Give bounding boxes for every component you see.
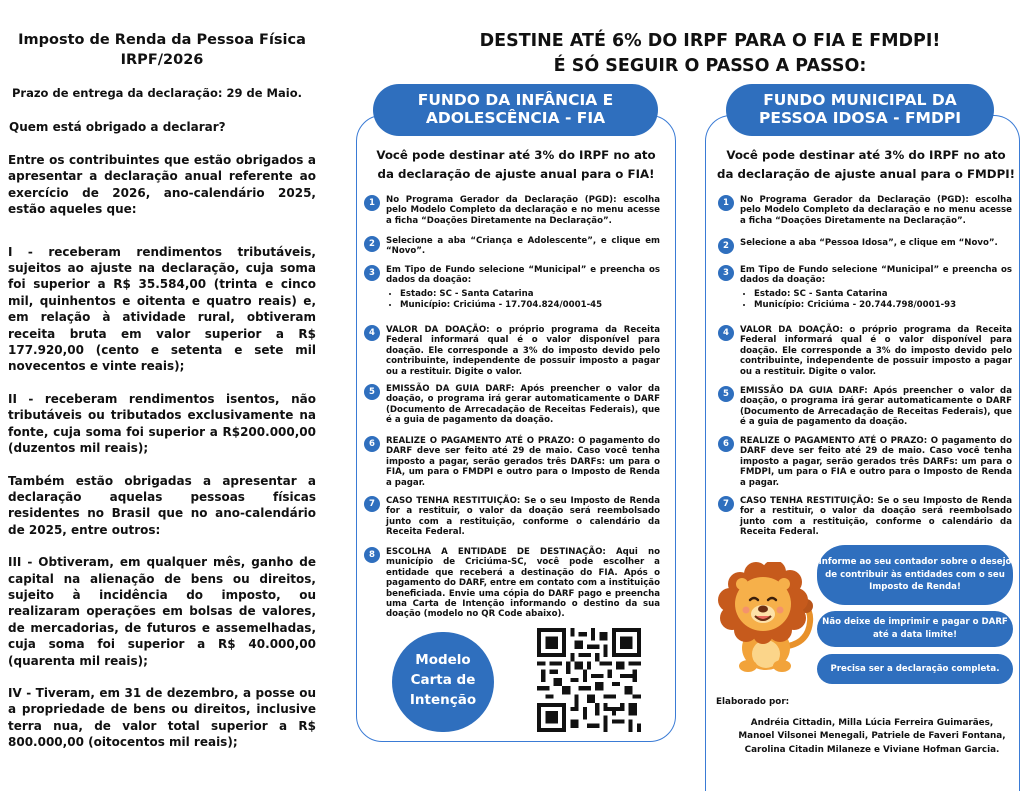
step-bullet: • Estado: SC - Santa Catarina [400, 289, 660, 299]
credits-line: Carolina Citadin Milaneze e Viviane Hofman Garcia. [744, 744, 1000, 755]
step-number-badge: 5 [718, 386, 734, 402]
fia-step [369, 325, 660, 377]
criteria-2: II - receberam rendimentos isentos, não tributáveis ou tributados exclusivamente na fonte, cuja soma foi superior a R$200.000,00 (duzentos mil reais); [8, 391, 316, 456]
headline-line-1: DESTINE ATÉ 6% DO IRPF PARA O FIA E FMDPI! [479, 31, 941, 51]
fmdpi-step [723, 436, 1012, 488]
step-number-badge: 6 [718, 436, 734, 452]
criteria-3: III - Obtiveram, em qualquer mês, ganho de capital na alienação de bens ou direitos, sujeito à incidência do imposto, ou realizaram operações em bolsas de valores, de mercadorias, de futuros e assemelhadas, cuja soma foi superior a R$ 40.000,00 (quarenta mil reais); [8, 555, 316, 668]
step-bullet: • Estado: SC - Santa Catarina [754, 289, 1012, 299]
fmdpi-title-pill [726, 84, 994, 136]
who-heading: Quem está obrigado a declarar? [9, 120, 226, 134]
step-text: REALIZE O PAGAMENTO ATÉ O PRAZO: O pagamento do DARF deve ser feito até 29 de maio. Caso você tenha imposto a pagar, serão gerados três DARFs: um para o FIA, um para o FMDPI e outro para o Imposto de Renda a pagar. [386, 436, 660, 488]
fia-title-pill [373, 84, 658, 136]
step-number-badge: 3 [718, 265, 734, 281]
fia-step [369, 195, 660, 226]
fmdpi-step [723, 238, 1012, 251]
step-text: CASO TENHA RESTITUIÇÃO: Se o seu Imposto de Renda for a restituir, o valor da doação será reembolsado junto com a restituição, conforme o calendário da Receita Federal. [740, 496, 1012, 538]
info-bubble-contador: Informe ao seu contador sobre o desejo de contribuir às entidades com o seu Imposto de Renda! [817, 545, 1013, 605]
step-text: VALOR DA DOAÇÃO: o próprio programa da Receita Federal informará qual é o valor disponível para doação. Ele corresponde a 3% do imposto devido pelo contribuinte, independente de possuir imposto a pagar ou a restituir. Digite o valor. [740, 325, 1012, 377]
criteria-1: I - receberam rendimentos tributáveis, sujeitos ao ajuste na declaração, cuja soma foi superior a R$ 35.584,00 (trinta e cinco mil, quinhentos e oitenta e quatro reais) e, em relação à atividade rural, obtiveram receita bruta em valor superior a R$ 177.920,00 (cento e setenta e sete mil novecentos e vinte reais); [8, 244, 316, 374]
fia-sub-line-2: da declaração de ajuste anual para o FIA! [377, 167, 655, 181]
step-number-badge: 6 [364, 436, 380, 452]
info-bubble-darf: Não deixe de imprimir e pagar o DARF até a data limite! [817, 611, 1013, 647]
fmdpi-title-line-1: FUNDO MUNICIPAL DA [763, 91, 957, 109]
also-paragraph: Também estão obrigadas a apresentar a declaração aquelas pessoas físicas residentes no Brasil que no ano-calendário de 2025, entre outros: [8, 473, 316, 537]
credits-label: Elaborado por: [716, 697, 790, 707]
step-bullet: • Município: Criciúma - 20.744.798/0001-93 [754, 300, 1012, 310]
criteria-4: IV - Tiveram, em 31 de dezembro, a posse ou a propriedade de bens ou direitos, inclusive terra nua, de valor total superior a R$ 800.000,00 (oitocentos mil reais); [8, 685, 316, 750]
fmdpi-step [723, 386, 1012, 428]
lion-mascot-icon [710, 562, 816, 674]
intro-paragraph: Entre os contribuintes que estão obrigados a apresentar a declaração anual referente ao exercício de 2026, ano-calendário 2025, estão aqueles que: [8, 153, 316, 217]
headline-line-2: É SÓ SEGUIR O PASSO A PASSO: [553, 56, 867, 76]
fmdpi-subtitle [716, 146, 1016, 184]
fia-title-line-2: ADOLESCÊNCIA - FIA [425, 109, 606, 127]
step-text: Selecione a aba “Criança e Adolescente”, e clique em “Novo”. [386, 236, 660, 257]
step-text: Selecione a aba “Pessoa Idosa”, e clique em “Novo”. [740, 238, 998, 248]
step-text: EMISSÃO DA GUIA DARF: Após preencher o valor da doação, o programa irá gerar automaticamente o DARF (Documento de Arrecadação de Receitas Federais), que é a guia de pagamento da doação. [386, 384, 660, 426]
fmdpi-step [723, 325, 1012, 377]
fia-subtitle [366, 146, 666, 184]
fia-step [369, 436, 660, 488]
step-bullet: • Município: Criciúma - 17.704.824/0001-45 [400, 300, 660, 310]
fia-step [369, 496, 660, 538]
step-number-badge: 4 [364, 325, 380, 341]
fia-sub-line-1: Você pode destinar até 3% do IRPF no ato [376, 148, 656, 162]
credits [716, 697, 1016, 757]
step-text: REALIZE O PAGAMENTO ATÉ O PRAZO: O pagamento do DARF deve ser feito até 29 de maio. Caso você tenha imposto a pagar, serão gerados três DARFs: um para o FMDPI, um para o FIA e outro para o Imposto de Renda a pagar. [740, 436, 1012, 488]
info-bubble-completa: Precisa ser a declaração completa. [817, 654, 1013, 684]
step-number-badge: 7 [364, 496, 380, 512]
fia-step [369, 547, 660, 620]
qr-code-icon[interactable] [537, 628, 641, 732]
step-text: VALOR DA DOAÇÃO: o próprio programa da Receita Federal informará qual é o valor disponível para doação. Ele corresponde a 3% do imposto devido pelo contribuinte, independente de possuir imposto a pagar ou a restituir. Digite o valor. [386, 325, 660, 377]
step-number-badge: 8 [364, 547, 380, 563]
title-line-1: Imposto de Renda da Pessoa Física [18, 32, 306, 48]
step-number-badge: 1 [364, 195, 380, 211]
fmdpi-title-line-2: PESSOA IDOSA - FMDPI [759, 109, 961, 127]
step-text: EMISSÃO DA GUIA DARF: Após preencher o valor da doação, o programa irá gerar automaticamente o DARF (Documento de Arrecadação de Receitas Federais), que é a guia de pagamento da doação. [740, 386, 1012, 428]
fia-step [369, 265, 660, 312]
page-title [8, 30, 316, 70]
modelo-line-1: Modelo [415, 652, 471, 668]
step-text: CASO TENHA RESTITUIÇÃO: Se o seu Imposto de Renda for a restituir, o valor da doação será reembolsado junto com a restituição, conforme o calendário da Receita Federal. [386, 496, 660, 538]
modelo-line-2: Carta de [410, 672, 476, 688]
fmdpi-step [723, 496, 1012, 538]
step-number-badge: 7 [718, 496, 734, 512]
step-number-badge: 5 [364, 384, 380, 400]
deadline-text: Prazo de entrega da declaração: 29 de Maio. [12, 86, 302, 100]
credits-line: Manoel Vilsonei Menegali, Patriele de Faveri Fontana, [738, 731, 1006, 742]
step-number-badge: 3 [364, 265, 380, 281]
modelo-carta-button [392, 632, 494, 732]
headline [440, 29, 980, 79]
step-number-badge: 2 [364, 236, 380, 252]
step-text: Em Tipo de Fundo selecione “Municipal” e preencha os dados da doação: [386, 265, 660, 286]
step-text: No Programa Gerador da Declaração (PGD): escolha pelo Modelo Completo da declaração e no menu acesse a ficha “Doações Diretamente na Declaração”. [386, 195, 660, 226]
fmdpi-sub-line-2: da declaração de ajuste anual para o FMDPI! [717, 167, 1015, 181]
step-text: ESCOLHA A ENTIDADE DE DESTINAÇÃO: Aqui no município de Criciúma-SC, você pode escolher a entidade que receberá a destinação do FIA. Após o pagamento do DARF, entre em contato com a instituição beneficiada. Envie uma cópia do DARF pago e preencha uma Carta de Intenção informando o destino da sua doação (modelo no QR Code abaixo). [386, 547, 660, 620]
fmdpi-step [723, 195, 1012, 226]
fia-step [369, 236, 660, 257]
credits-line: Andréia Cittadin, Milla Lúcia Ferreira Guimarães, [750, 718, 994, 728]
step-number-badge: 1 [718, 195, 734, 211]
step-text: No Programa Gerador da Declaração (PGD): escolha pelo Modelo Completo da declaração e no menu acesse a ficha “Doações Diretamente na Declaração”. [740, 195, 1012, 226]
fmdpi-step [723, 265, 1012, 312]
credits-names [716, 717, 1016, 757]
fia-title-line-1: FUNDO DA INFÂNCIA E [417, 91, 614, 109]
fmdpi-sub-line-1: Você pode destinar até 3% do IRPF no ato [726, 148, 1006, 162]
title-line-2: IRPF/2026 [120, 52, 204, 68]
left-column [8, 30, 316, 751]
step-text: Em Tipo de Fundo selecione “Municipal” e preencha os dados da doação: [740, 265, 1012, 286]
fia-step [369, 384, 660, 426]
step-number-badge: 2 [718, 238, 734, 254]
modelo-line-3: Intenção [409, 692, 477, 708]
step-number-badge: 4 [718, 325, 734, 341]
